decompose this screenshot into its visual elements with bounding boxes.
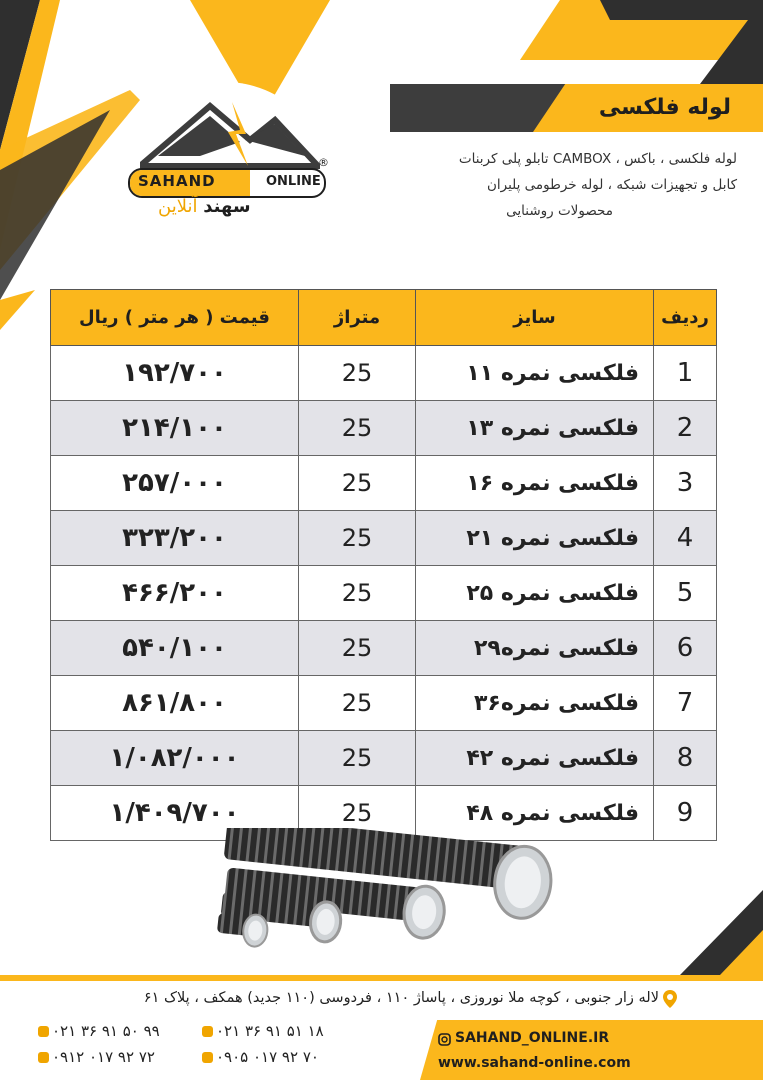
- phone-icon: [38, 1026, 49, 1037]
- mobile-number-2: ۰۹۱۲ ۰۱۷ ۹۲ ۷۲: [52, 1048, 155, 1066]
- size-cell: فلکسی نمره ۱۱: [416, 346, 654, 401]
- meter-cell: 25: [299, 511, 416, 566]
- row-number: 6: [654, 621, 717, 676]
- mountain-logo-icon: [140, 100, 320, 170]
- phone-icon: [202, 1026, 213, 1037]
- row-number: 7: [654, 676, 717, 731]
- row-number: 3: [654, 456, 717, 511]
- size-cell: فلکسی نمره ۱۳: [416, 401, 654, 456]
- price-cell: ۱/۴۰۹/۷۰۰: [51, 786, 299, 841]
- price-cell: ۲۵۷/۰۰۰: [51, 456, 299, 511]
- meter-cell: 25: [299, 566, 416, 621]
- logo-text-fa-1: سهند: [203, 196, 251, 217]
- phone-number-2: ۰۲۱ ۳۶ ۹۱ ۵۰ ۹۹: [52, 1022, 160, 1040]
- header-row-number: ردیف: [654, 290, 717, 346]
- header-size: سایز: [416, 290, 654, 346]
- header-meter: متراژ: [299, 290, 416, 346]
- meter-cell: 25: [299, 731, 416, 786]
- table-row: [51, 401, 717, 456]
- mobile-number-1: ۰۹۰۵ ۰۱۷ ۹۲ ۷۰: [216, 1048, 319, 1066]
- price-cell: ۴۶۶/۲۰۰: [51, 566, 299, 621]
- price-cell: ۱/۰۸۲/۰۰۰: [51, 731, 299, 786]
- price-cell: ۳۲۳/۲۰۰: [51, 511, 299, 566]
- table-row: [51, 676, 717, 731]
- size-cell: فلکسی نمره ۴۸: [416, 786, 654, 841]
- table-header-row: [51, 290, 717, 346]
- row-number: 9: [654, 786, 717, 841]
- instagram-icon: [438, 1033, 451, 1046]
- logo-text-fa: [158, 196, 251, 217]
- row-number: 8: [654, 731, 717, 786]
- logo-badge: [128, 168, 326, 198]
- address-text: لاله زار جنوبی ، کوچه ملا نوروزی ، پاساژ ۱۱۰ ، فردوسی (۱۱۰ جدید) همکف ، پلاک ۶۱: [143, 990, 659, 1006]
- location-icon: [663, 990, 677, 1008]
- size-cell: فلکسی نمره ۴۲: [416, 731, 654, 786]
- price-cell: ۱۹۲/۷۰۰: [51, 346, 299, 401]
- description-line-2: کابل و تجهیزات شبکه ، لوله خرطومی پلیران: [486, 177, 737, 193]
- phone-number-1: ۰۲۱ ۳۶ ۹۱ ۵۱ ۱۸: [216, 1022, 324, 1040]
- price-cell: ۸۶۱/۸۰۰: [51, 676, 299, 731]
- row-number: 5: [654, 566, 717, 621]
- social-panel: [420, 1020, 763, 1080]
- size-cell: فلکسی نمره ۲۱: [416, 511, 654, 566]
- size-cell: فلکسی نمره۲۹: [416, 621, 654, 676]
- footer-divider: [0, 975, 763, 981]
- meter-cell: 25: [299, 346, 416, 401]
- mobile-icon: [202, 1052, 213, 1063]
- header-price: قیمت ( هر متر ) ریال: [51, 290, 299, 346]
- meter-cell: 25: [299, 676, 416, 731]
- table-row: [51, 566, 717, 621]
- description-line-3: محصولات روشنایی: [506, 203, 613, 219]
- registered-mark: ®: [318, 156, 329, 169]
- row-number: 1: [654, 346, 717, 401]
- size-cell: فلکسی نمره ۲۵: [416, 566, 654, 621]
- logo-text-en: SAHAND: [138, 172, 216, 190]
- row-number: 2: [654, 401, 717, 456]
- meter-cell: 25: [299, 786, 416, 841]
- table-row: [51, 621, 717, 676]
- price-cell: ۵۴۰/۱۰۰: [51, 621, 299, 676]
- website-link[interactable]: www.sahand-online.com: [438, 1055, 631, 1071]
- meter-cell: 25: [299, 401, 416, 456]
- table-row: [51, 346, 717, 401]
- table-row: [51, 731, 717, 786]
- flexible-pipe-image: [215, 828, 555, 976]
- price-cell: ۲۱۴/۱۰۰: [51, 401, 299, 456]
- logo-text-en-2: ONLINE: [266, 174, 321, 189]
- meter-cell: 25: [299, 621, 416, 676]
- table-row: [51, 456, 717, 511]
- page-title: لوله فلکسی: [598, 95, 731, 120]
- meter-cell: 25: [299, 456, 416, 511]
- size-cell: فلکسی نمره ۱۶: [416, 456, 654, 511]
- table-row: [51, 511, 717, 566]
- size-cell: فلکسی نمره۳۶: [416, 676, 654, 731]
- mobile-icon: [38, 1052, 49, 1063]
- price-table: [50, 289, 717, 841]
- description-line-1: لوله فلکسی ، باکس ، CAMBOX تابلو پلی کربنات: [458, 151, 737, 167]
- instagram-handle[interactable]: SAHAND_ONLINE.IR: [455, 1030, 610, 1046]
- title-banner: [390, 84, 763, 132]
- row-number: 4: [654, 511, 717, 566]
- logo-text-fa-2: آنلاین: [158, 196, 198, 217]
